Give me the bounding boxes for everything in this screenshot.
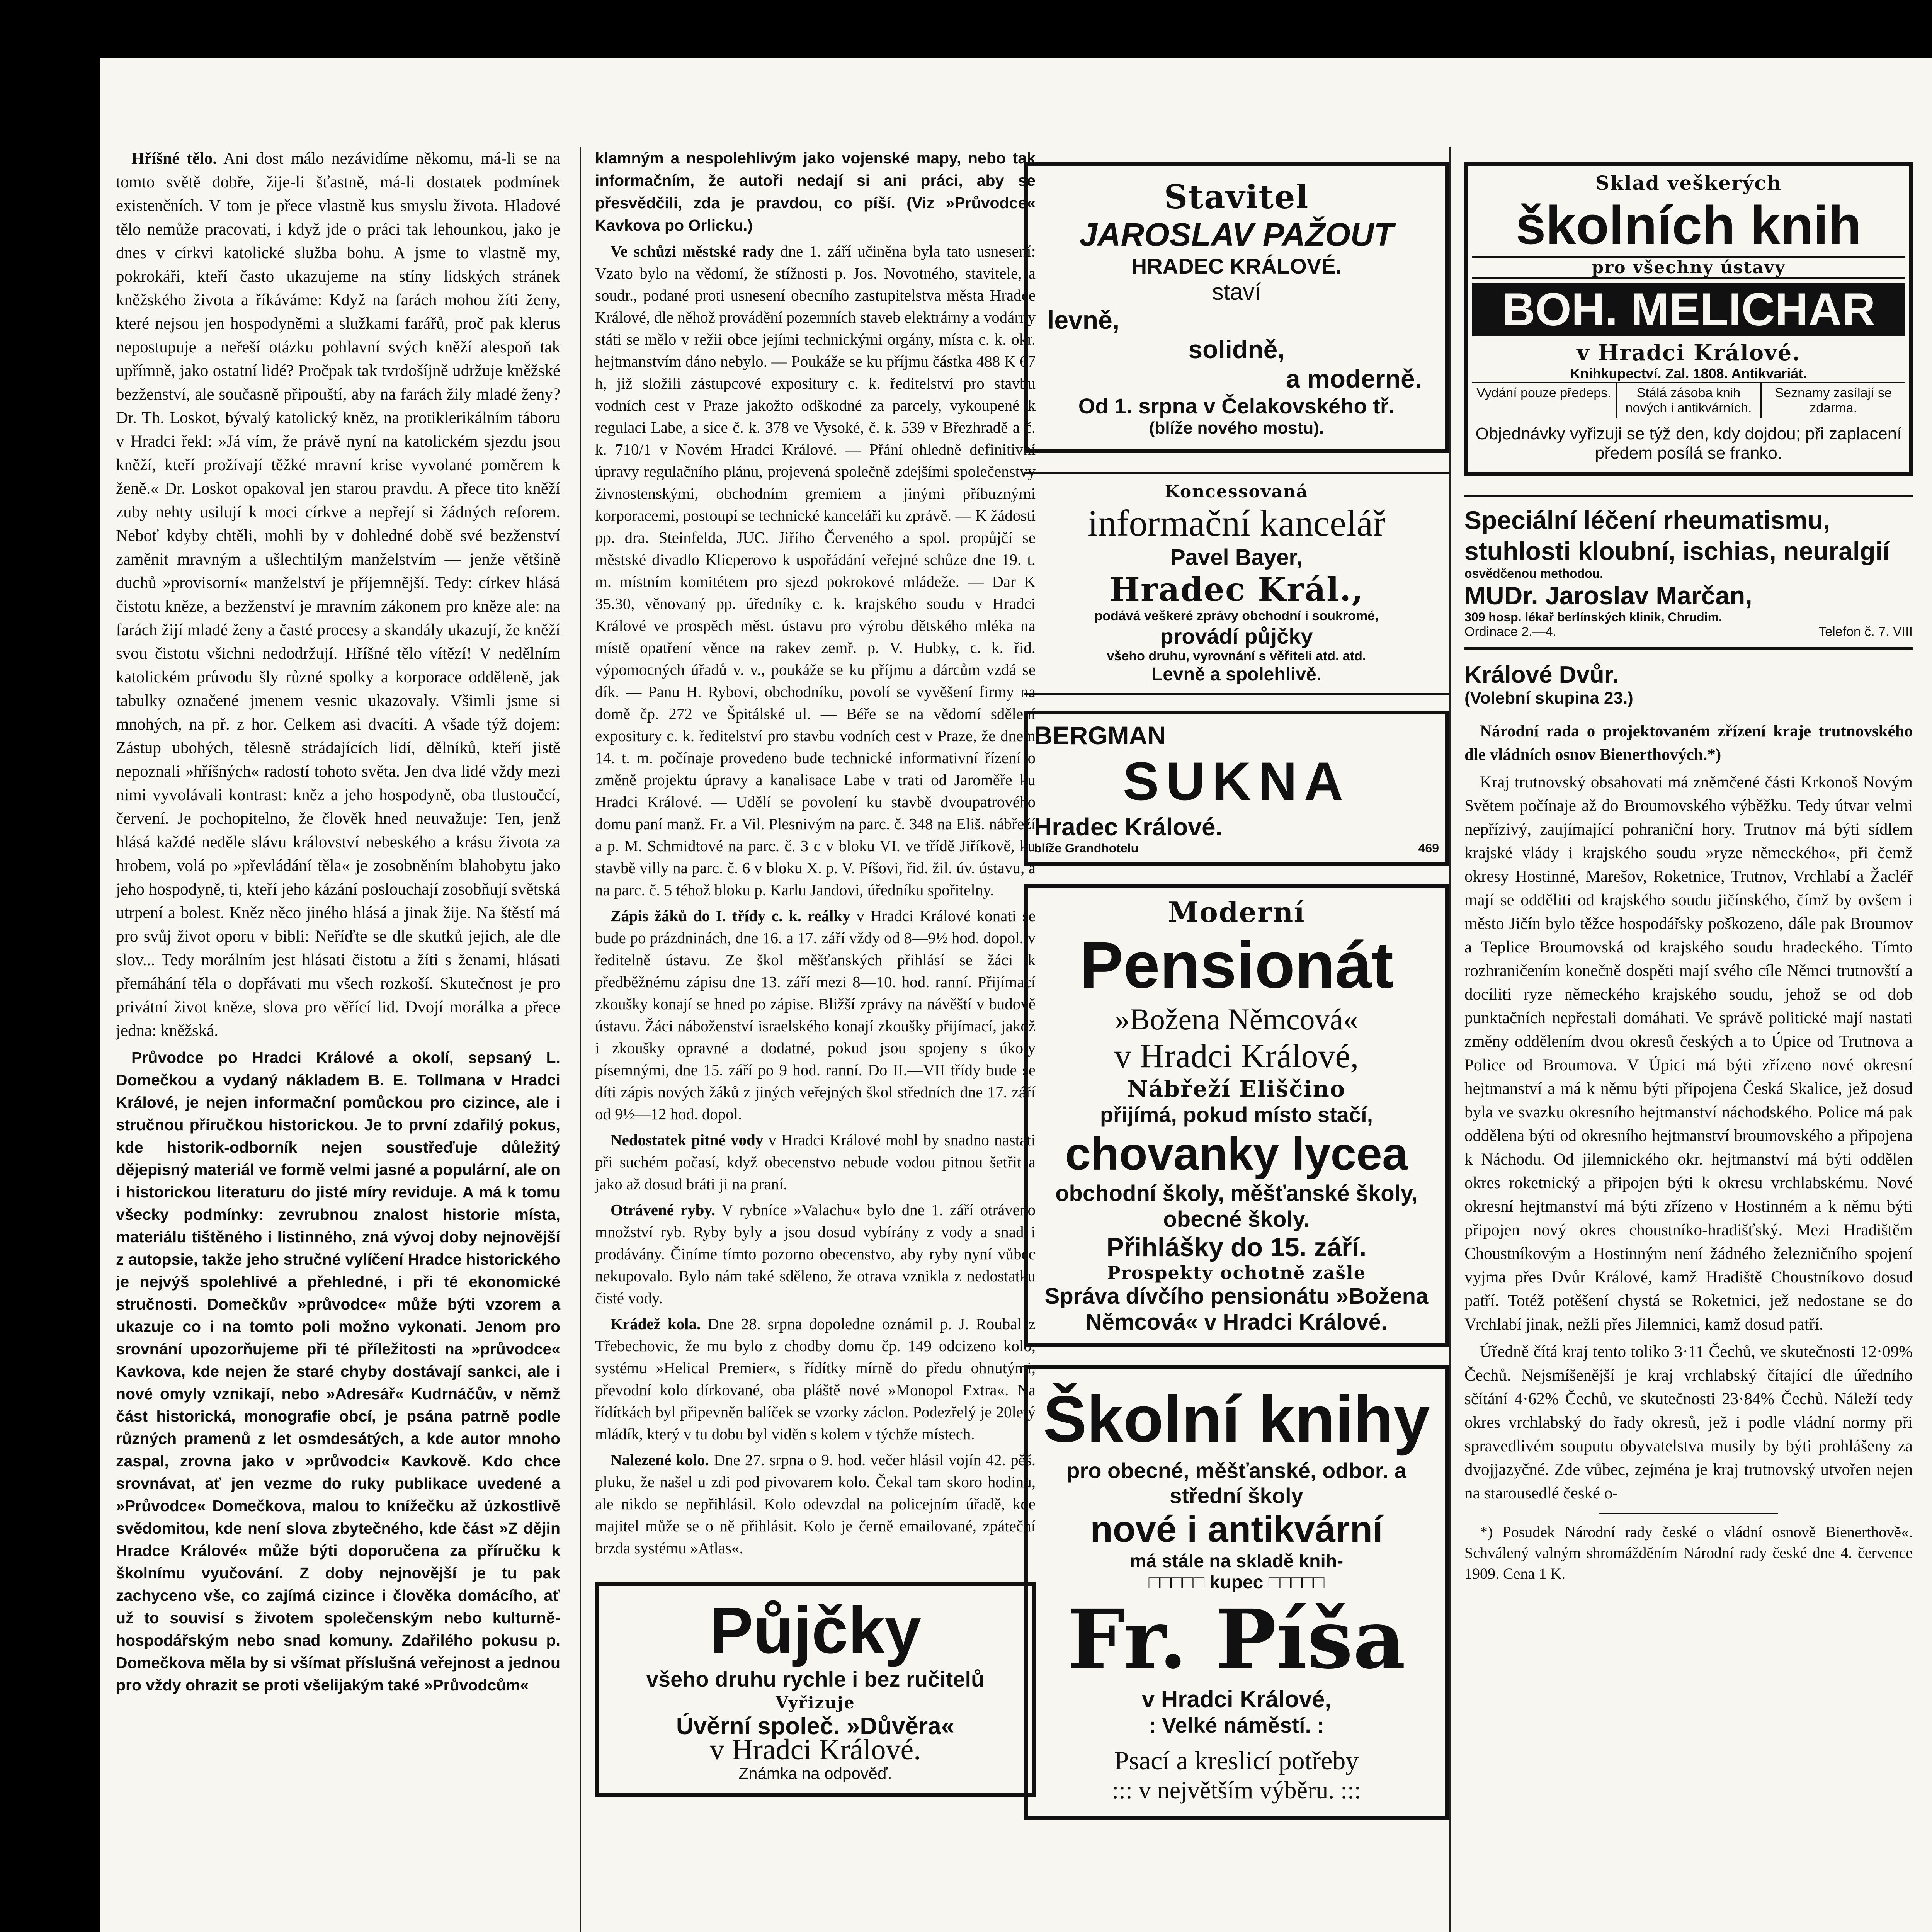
article-kralove-dvur: Králové Dvůr. (Volební skupina 23.) Národní rada o projektovaném zřízení kraje trutnovského dle vládních osnov Bienerthových.*) Kraj trutnovský obsahovati má zněmčené části Krkonoš Novým Světem počínaje až do Broumovského výběžku. Tedy útvar velmi nepřízivý, zaujímající pohraniční hory. Trutnov má býti sídlem krajské vlády i krajského soudu »ryze německého«, při čemž okresy Hostinné, Marešov, Roketnice, Trutnov, Vrchlabí a Žacléř mají se odděliti od krajského soudu jičínského, čímž by ovšem i město Jičín bylo těžce hospodářsky poškozeno, dále pak Broumov a Teplice Broumovská od krajského soudu hradeckého. Tímto rozhraničením konečně dospěti mají svého cíle Němci trutnovští a docíliti ryze německého krajského soudu, jehož se od dob punktačních nepřestali domáhati. Ve správě politické mají nastati změny oddělením dvou okresů českých a to Úpice od Trutnova a Police od Broumova. V Úpici má býti zřízeno nové okresní hejtmanství a má k němu býti připojena Česká Skalice, jež dosud byla ve svazku okresního hejtmanství náchodského. Police má pak oddělena býti od okresního hejtmanství broumovského a připojena k Náchodu. Od jilemnického okr. hejtmanství má býti oddělen okres roketnický a připojen býti k okresu vrchlabskému. Nové okresní hejtmanství má býti zřízeno v Hostinném a k němu býti připojen nový okres choustníko-hradišťský. Mezi Hradištěm Choustníkovým a Hostinným není žádného železničního spojení vyjma přes Dvůr Králové, kamž Hradiště Choustníkovo dosud patří. Totéž potěšení chystá se Roketnici, jež nedostane se do Vrchlabí jinak, nežli přes Jilemnici, kamž dosud patří. Úředně čítá kraj tento toliko 3·11 Čechů, ve skutečnosti 12·09% Čechů. Nejsmíšenější je kraj vrchlabský čítající dle úředního sčítání 4·62% Čechů, ve skutečnosti 23·84% Čechů. Náleží tedy okres vrchlabský do řady okresů, jež i podle vládní normy při spravedlivém souputu obyvatelstva musily by býti prohlášeny za dvojjazyčné. Zde vůbec, zejména je kraj trutnovský utvořen nejen na starousedlé české o- *) Posudek Národní rady české o vládní osnově Bienerthově«. Schválený valným shromážděním Národní rady české dne 4. července 1909. Cena 1 K. <box>1464 661 1913 1584</box>
article-kradez-kola: Krádež kola. Dne 28. srpna dopoledne oznámil p. J. Roubal z Třebechovic, že mu bylo z chodby domu čp. 149 odcizeno kolo, systému »Helical Premier«, s řídítky mírně do předu ohnutými, převodní kolo dírkované, oba pláště nové »Monopol Extra«. Na řídítkách byl připevněn balíček se vzorky záclon. Podezřelý je 20letý mládík, který v tu dobu byl viděn s kolem v týchže místech. <box>595 1315 1036 1443</box>
column-2 <box>595 147 1036 1815</box>
article-pruvodce: Průvodce po Hradci Králové a okolí, sepsaný L. Domečkou a vydaný nákladem B. E. Tollmana v Hradci Králové, je nejen informační pomůckou pro cizince, ale i stručnou příručkou historickou. Je to první zdařilý pokus, kde historik-odborník nejen soustřeďuje důležitý dějepisný materiál ve formě velmi jasné a populární, ale on i historickou literaturu do jisté míry reviduje. A má k tomu všecky podmínky: zevrubnou znalost historie místa, materiálu tištěného i listinného, zná vývoj doby nejnovější z autopsie, takže jeho stručné vylíčení Hradce historického je nejvýš spolehlivé a přehledné, i při té ekonomické stručnosti. Domečkův »průvodce« může býti vzorem a ukazuje co i na tomto poli možno vykonati. Jenom pro srovnání upozorňujeme při té příležitosti na »průvodce« Kavkova, kde nejen že staré chyby dostávají sankci, ale i nové omyly vznikají, nebo »Adresář« Kudrnáčův, v němž část historická, monografie obcí, je psána patrně podle různých pramenů z let osmdesátých, a kde autor mnoho zaspal, zrovna jako v »průvodci« Kavkově. Kdo chce srovnávat, ať jen vezme do ruky publikace uvedené a »Průvodce« Domečkova, malou to knížečku až úzkostlivě svědomitou, kde není slova zbytečného, kde část »Z dějin Hradce Králové« může býti doporučena za příručku k školnímu vyučování. Z doby nejnovější je tu pak zachyceno vše, co zajímá cizince i člověka domácího, ať už to souvisí s životem společenským nebo kulturně-hospodářským nebo snad komuny. Zdařilého pokusu p. Domečkova měla by si všímat příslušná veřejnost a jednou pro vždy ohrazit se proti všelijakým také »Průvodcům« <box>116 1049 560 1694</box>
ad-bergman: BERGMAN SUKNA Hradec Králové. blíže Grandhotelu 469 <box>1024 711 1449 866</box>
ad-skolni-knihy: Školní knihy pro obecné, měšťanské, odbor. a střední školy nové i antikvární má stále na skladě knih- □□□□□ kupec □□□□□ Fr. Píša v Hradci Králové, : Velké náměstí. : Psací a kreslicí potřeby ::: v největším výběru. ::: <box>1024 1365 1449 1820</box>
ad-pujcky: Půjčky všeho druhu rychle i bez ručitelů Vyřizuje Úvěrní společ. »Důvěra« v Hradci Králové. Známka na odpověď. <box>595 1582 1036 1797</box>
article-nalezene-kolo: Nalezené kolo. Dne 27. srpna o 9. hod. večer hlásil vojín 42. pěš. pluku, že našel u zdi pod pivovarem kolo. Čekal tam skoro hodinu, ale nikdo se nepřihlásil. Kolo odevzdal na policejním úřadě, kde majitel může se o ně přihlásit. Kolo je černě emailované, zpáteční brzda systému »Atlas«. <box>595 1451 1036 1557</box>
article-hrisne-telo: Hříšné tělo. Ani dost málo nezávidíme někomu, má-li se na tomto světě dobře, žije-li šťastně, má-li dostatek podmínek existenčních. V tom je přece vlastně kus smyslu života. Hladové tělo nemůže pracovati, i když jde o práci tak lehounkou, jako je dnes v církvi katolické služba bohu. A jsme to vlastně my, pokrokáři, kteří často ukazujeme na stíny lidských stránek kněžského života a říkáváme: Když na farách mohou žíti ženy, které nejsou jen hospodyněmi a služkami farářů, proč pak klerus nepostupuje a neřeší otázku pohlavní svých kněží alespoň tak upřímně, jako ostatní lidé? Pročpak tak tvrdošíjně udržuje kněžské bezženství, ale současně připouští, aby na farách žily mladé ženy? Dr. Th. Loskot, bývalý katolický kněz, na protiklerikálním táboru v Hradci řekl: »Já vím, že právě nyní na katolickém sjezdu jsou kněží, kteří prožívají těžké mravní krise vyvolané poměrem k ženě.« Dr. Loskot opakoval jen starou pravdu. A přece tito kněží zuby nehty usilují k moci církve a nepřejí si žádných reforem. Neboť kdyby chtěli, mohli by v dohledné době své bezženství zaměnit mravným a ušlechtilým manželstvím — jenže většině duchů »provisorní« manželství je příjemnější. Tedy: církev hlásá čistotu kněze, a bezženství je mravním zákonem pro kněze ale: na farách žijí mladé ženy a časté procesy a skandály ukazují, že kněží svou čistotu všichni nedodržují. Hříšné tělo vítězí! V nedělním katolickém průvodu šly různé spolky a korporace odděleně, jak tabulky označené jmenem vesnic ukazovaly. Všimli jsme si mnohých, na př. z hor. Celkem asi dvacíti. A všade týž dojem: Zástup ubohých, tělesně strádajících lidí, dělníků, kteří jistě nepoznali »hříšných« radostí tohoto světa. Jen dva lidé vždy mezi nimi vyvolávali kontrast: kněz a jeho hospodyně, oba tlustoučcí, červení. Je pochopitelno, že člověk hned neuvažuje: Ten, jenž hlásá každé nedělе slávu království nebeského a krásu života za hrobem, volá po »převládání těla« je zosobněním blahobytu jako jeho hospodyně, ti, kteří jeho kázání poslouchají zosobňují světská utrpení a bolest. Kněz něco jiného hlásá a jinak žije. Na štěstí má pro svůj život oporu v bibli: Neříďte se dle skutků jejich, ale dle slov... Tedy morálním jest hlásati čistotu a žíti s ženami, hlásati přemáhání těla o dopřávati mu všech rozkoší. Skutečnost je pro privátní život kněze, slova pro věřící lid. Dvojí morálka a přece jedna: kněžská. <box>116 150 560 1040</box>
ad-pensionat: Moderní Pensionát »Božena Němcová« v Hradci Králové, Nábřeží Eliščino přijímá, pokud místo stačí, chovanky lycea obchodní školy, měšťanské školy, obecné školy. Přihlášky do 15. září. Prospekty ochotně zašle Správa dívčího pensionátu »Božena Němcová« v Hradci Králové. <box>1024 884 1449 1347</box>
column-1 <box>116 147 560 1700</box>
footnote: *) Posudek Národní rady české o vládní osnově Bienerthově«. Schválený valným shromážděním Národní rady české dne 4. července 1909. Cena 1 K. <box>1464 1523 1913 1582</box>
ad-marcan: Speciální léčení rheumatismu, stuhlosti kloubní, ischias, neuralgií osvědčenou methodou. MUDr. Jaroslav Marčan, 309 hosp. lékař berlínských klinik, Chrudim. Ordinace 2.—4. Telefon č. 7. VIII <box>1464 495 1913 650</box>
ad-melichar: Sklad veškerých školních knih pro všechny ústavy BOH. MELICHAR v Hradci Králové. Knihkupectví. Zal. 1808. Antikvariát. Vydání pouze předeps. Stálá zásoba knih nových i antikvárních. Seznamy zasílají se zdarma. Objednávky vyřizuji se týž den, kdy dojdou; při zaplacení předem posílá se franko. <box>1464 162 1913 476</box>
column-3 <box>1024 162 1449 1838</box>
ad-stavitel: Stavitel JAROSLAV PAŽOUT HRADEC KRÁLOVÉ. staví levně, solidně, a moderně. Od 1. srpna v Čelakovského tř. (blíže nového mostu). <box>1024 162 1449 453</box>
column-4 <box>1464 162 1913 1588</box>
melichar-info-table: Vydání pouze předeps. Stálá zásoba knih nových i antikvárních. Seznamy zasílají se zdarma. <box>1472 382 1905 418</box>
article-zapis-zaku: Zápis žáků do I. třídy c. k. reálky v Hradci Králové konati se bude po prázdninách, dne 16. a 17. září vždy od 8—9½ hod. dopol. v ředitelně ústavu. Ze škol měšťanských přihlásí se žáci k předběžnému zápisu dne 13. září mezi 8—10. hod. ranní. Přijímací zkoušky konají se hned po zápise. Bližší zprávy na návěští v budově ústavu. Žáci náboženství israelského konají zkoušky přijímací, jakož i zkoušky opravné a dodatné, pokud jsou spojeny s úkoly písemnými, dne 15. září po 9 hod. ranní. Do II.—VII třídy bude se díti zápis nových žáků z jiných veřejných škol středních dne 17. září od 9½—12 hod. dopol. <box>595 907 1036 1123</box>
ad-bayer: Koncessovaná informační kancelář Pavel Bayer, Hradec Král., podává veškeré zprávy obchodní i soukromé, provádí půjčky všeho druhu, vyrovnání s věřiteli atd. atd. Levně a spolehlivě. <box>1024 472 1449 695</box>
column-rule <box>580 147 581 1932</box>
article-continuation: klamným a nespolehlivým jako vojenské mapy, nebo tak informačním, že autoři nedají si ani práci, aby se přesvědčili, zda je pravdou, co píší. (Viz »Průvodce« Kavkova po Orlicku.) <box>595 149 1036 234</box>
column-rule <box>1449 147 1451 1932</box>
article-otravene-ryby: Otrávené ryby. V rybníce »Valachu« bylo dne 1. září otráveno množství ryb. Ryby byly a jsou dosud vybírány z vody a snad i prodávány. Činíme tímto pozorno obecenstvo, aby ryby nyní vůbec nekupovalo. Bylo nám také sděleno, že otrava vznikla z nedostatku čisté vody. <box>595 1201 1036 1307</box>
article-pitna-voda: Nedostatek pitné vody v Hradci Králové mohl by snadno nastati při suchém počasí, když obecenstvo nebude vodou pitnou šetřit a jako až dosud bráti ji na praní. <box>595 1131 1036 1193</box>
section-title: Králové Dvůr. <box>1464 662 1619 688</box>
article-mestska-rada: Ve schůzi městské rady dne 1. září učiněna byla tato usnesení: Vzato bylo na vědomí, že stížnosti p. Jos. Novotného, stavitele, a soudr., podané proti usnesení obecního zastupitelstva města Hradce Králové, dle něhož provádění pozemních staveb elektrárny a vodárny státi se mělo v režii obce jejími technickými orgány, místa c. k. okr. hejtmanstvím dáno nebylo. — Poukáže se ku příjmu částka 488 K 67 h, již složili zástupcové expositury c. k. ředitelství pro stavbu vodních cest v Praze jakožto odškodné za parcely, vykoupené k regulaci Labe, a sice č. k. 378 ve Vysoké, č. k. 539 v Březhradě a č. k. 710/1 v Novém Hradci Králové. — Přání ohledně definitivní úpravy regulačního plánu, projevená společně zdejšími společenstvy živnostenskými, obchodním gremiem a jinými příbuznými korporacemi, postoupí se technické kanceláři ku zprávě. — K žádosti pp. dra. Steinfelda, JUC. Jiřího Červeného a spol. propůjčí se městské divadlo Klicperovo k uspořádání veřejné schůze dne 19. t. m. místním komitétem pro sjezd pokrokové mládeže. — Dar K 35.30, věnovaný pp. úředníky c. k. krajského soudu v Hradci Králové ve prospěch měst. ústavu pro výrobu dětského mléka na místě opatření věnce na rakev zemř. p. V. Hubky, c. k. řid. výpomocných úřadů v. v., poukáže se ku příjmu a dárcům vzdá se dík. — Panu H. Rybovi, obchodníku, povolí se vyvěšení firmy na domě čp. 272 ve Špitálské ul. — Béře se na vědomí sdělení expositury c. k. ředitelství pro stavbu vodních cest v Praze, že dnem 14. t. m. počínaje provedeno bude technické informativní řízení o změně projektu úpravy a kanalisace Labe v trati od Jaroměře ku Hradci Králové. — Udělí se povolení ku stavbě dvoupatrového domu paní manž. Fr. a Vil. Plesnivým na parc. č. 348 na Eliš. nábřeží a p. M. Schmidtové na parc. č. 3 c v bloku VI. ve třídě Jiříkově, ku stavbě villy na parc. č. 6 v bloku X. p. V. Píšovi, řid. žil. úv. ústavu, a na parc. č. 5 téhož bloku p. Karlu Jandovi, úředníku spořitelny. <box>595 242 1036 899</box>
